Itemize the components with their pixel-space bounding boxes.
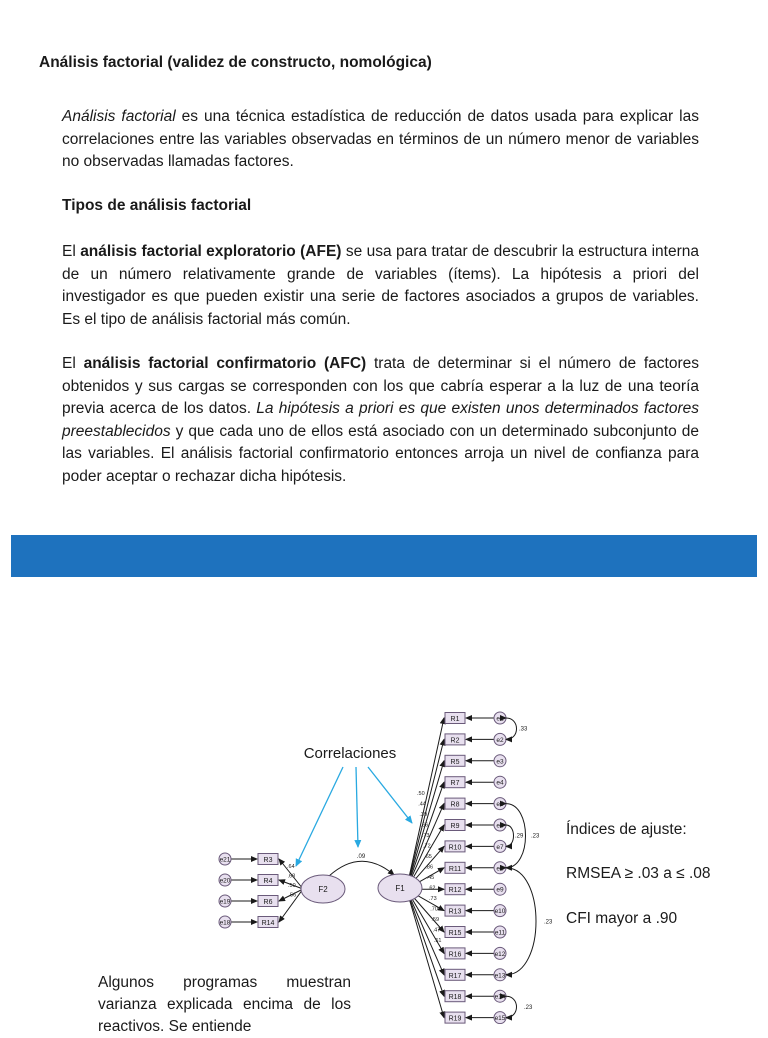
error-label-e6: e6 [496, 822, 504, 830]
afe-prefix: El [62, 243, 81, 260]
item-label-r12: R12 [448, 887, 462, 895]
loading-value: .64 [287, 864, 295, 870]
cfi-criterion: CFI mayor a .90 [566, 910, 678, 927]
item-label-r7: R7 [450, 780, 460, 788]
afc-prefix: El [62, 355, 84, 372]
item-label-r11: R11 [448, 865, 462, 873]
error-label-e12: e12 [494, 950, 506, 958]
afc-text-1: trata de determinar si el número de factores obtenidos y sus cargas se corresponden con los que cabría esperar a la luz de una teoría previa acerca de los datos. [62, 355, 700, 417]
afc-text-2: y que cada uno de ellos está asociado con un determinado subconjunto de las variables. El análisis factorial confirmatorio entonces arroja un nivel de confianza para poder aceptar o rechazar dicha hipótesis. [62, 422, 699, 485]
types-heading: Tipos de análisis factorial [62, 197, 252, 214]
error-label-e14: e14 [494, 993, 506, 1001]
loading-value: .70 [430, 906, 438, 913]
item-label-r8: R8 [450, 801, 460, 809]
factor-f1-block [408, 712, 553, 1024]
afc-term: análisis factorial confirmatorio (AFC) [83, 355, 367, 372]
factor-correlation-value: .09 [356, 854, 366, 860]
item-label-r3: R3 [263, 857, 273, 864]
error-label-e15: e15 [494, 1015, 506, 1023]
loading-value: .72 [423, 843, 431, 850]
error-label-e13: e13 [494, 972, 506, 980]
item-label-r5: R5 [450, 758, 460, 766]
item-label-r1: R1 [450, 716, 460, 723]
item-label-r19: R19 [448, 1015, 462, 1023]
error-label-e2: e2 [496, 736, 504, 744]
error-correlation-value: .23 [524, 1004, 533, 1011]
item-label-r4: R4 [263, 878, 273, 885]
error-correlation-e6-e7 [506, 825, 514, 846]
error-label-e10: e10 [494, 908, 506, 916]
loading-value: .56 [288, 892, 297, 899]
correlaciones-label: Correlaciones [303, 745, 397, 762]
error-label-e20: e20 [219, 877, 231, 885]
item-label-r18: R18 [448, 994, 462, 1002]
loading-value: .68 [287, 873, 296, 880]
loading-path-r17 [408, 893, 444, 975]
correlation-pointer-1 [296, 767, 343, 866]
error-correlation-e14-e15 [506, 996, 517, 1017]
loading-value: .66 [420, 822, 429, 829]
error-correlation-value: .33 [519, 726, 528, 733]
loading-value: .62 [427, 885, 436, 892]
correlation-pointer-3 [368, 767, 412, 823]
item-label-r16: R16 [448, 951, 462, 959]
document-title: Análisis factorial (validez de constructo, nomológica) [39, 54, 432, 71]
afc-paragraph [62, 353, 699, 488]
loading-value: .45 [426, 875, 435, 881]
error-label-e21: e21 [219, 856, 231, 864]
loading-value: .39 [419, 812, 428, 818]
loading-value: .73 [421, 833, 430, 839]
error-correlation-value: .29 [515, 833, 524, 840]
correlation-pointer-arrows [296, 767, 412, 866]
error-label-e5: e5 [496, 801, 504, 809]
factor-f2-label: F2 [318, 885, 328, 894]
item-label-r14: R14 [261, 920, 275, 927]
item-label-r2: R2 [450, 737, 460, 745]
error-correlation-value: .23 [544, 919, 553, 926]
item-label-r10: R10 [448, 844, 462, 852]
loading-value: .50 [417, 791, 425, 797]
item-label-r9: R9 [450, 823, 460, 830]
item-label-r6: R6 [263, 899, 273, 906]
item-label-r15: R15 [448, 930, 462, 937]
afe-paragraph [62, 241, 699, 331]
loading-path-r19 [408, 895, 444, 1018]
error-label-e9: e9 [496, 886, 504, 894]
afc-italic-hypothesis: La hipótesis a priori es que existen unos determinados factores preestablecidos [62, 400, 699, 440]
loading-value: .65 [424, 854, 432, 860]
factor-f1-label: F1 [395, 884, 405, 893]
error-label-e19: e19 [219, 898, 231, 906]
loading-value: .86 [425, 864, 434, 871]
factor-nodes [301, 854, 422, 903]
error-correlation-e1-e2 [506, 718, 517, 739]
error-correlation-e8-e13 [506, 868, 536, 975]
intro-text: es una técnica estadística de reducción de datos usada para explicar las correlaciones entre las variables observadas en términos de un número menor de variables no observadas llamadas factores. [62, 108, 699, 170]
loading-value: .73 [429, 896, 437, 902]
error-correlation-value: .23 [531, 833, 540, 840]
error-label-e1: e1 [496, 715, 504, 723]
diagram-caption: Algunos programas muestran varianza explicada encima de los reactivos. Se entiende [98, 974, 351, 1035]
afe-text: se usa para tratar de descubrir la estructura interna de un número relativamente grande de variables (ítems). La hipótesis a priori del investigador es que pueden existir una serie de factores asociados a grupos de variables. Es el tipo de análisis factorial más común. [62, 243, 699, 328]
item-label-r13: R13 [448, 908, 462, 916]
fit-indices-heading: Índices de ajuste: [566, 821, 687, 838]
item-label-r17: R17 [448, 972, 462, 980]
loading-value: .59 [431, 917, 440, 923]
loading-value: .50 [288, 883, 296, 889]
error-label-e8: e8 [496, 865, 504, 873]
correlation-pointer-2 [356, 767, 358, 847]
afe-term: análisis factorial exploratorio (AFE) [80, 243, 342, 260]
loading-value: .47 [432, 927, 441, 934]
error-label-e3: e3 [496, 758, 504, 766]
error-label-e7: e7 [496, 843, 504, 851]
section-divider-band [11, 535, 757, 577]
error-label-e11: e11 [494, 929, 506, 937]
factor-f2-block [219, 853, 303, 928]
loading-value: .44 [418, 801, 426, 808]
error-label-e4: e4 [496, 779, 504, 787]
loading-value: .51 [433, 938, 442, 944]
intro-paragraph [62, 106, 699, 174]
error-label-e18: e18 [219, 919, 231, 927]
factor-correlation-arc [329, 861, 394, 876]
intro-term: Análisis factorial [62, 108, 176, 125]
rmsea-criterion: RMSEA ≥ .03 a ≤ .08 [566, 865, 711, 882]
